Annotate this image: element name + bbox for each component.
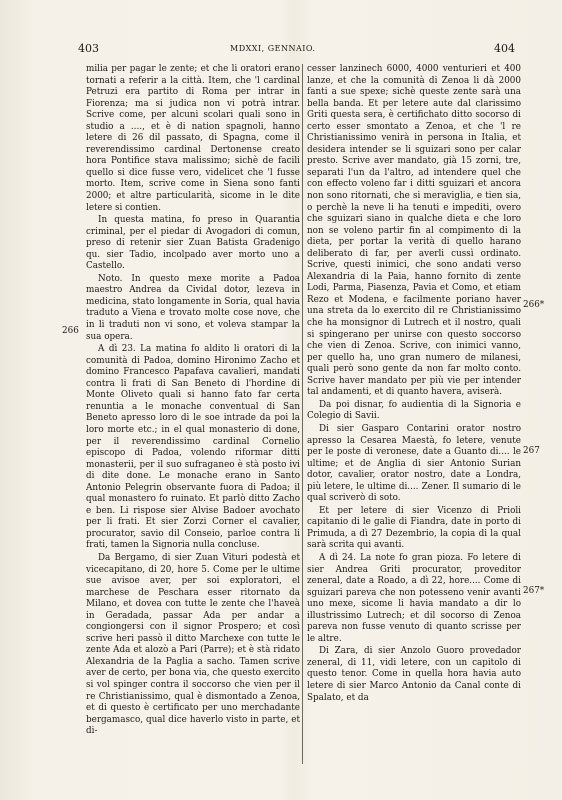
- page-number-left: 403: [78, 42, 99, 55]
- right-column: [307, 64, 521, 704]
- column-divider: [302, 64, 303, 764]
- left-column: [86, 64, 300, 738]
- paragraph: A dì 24. La note fo gran pioza. Fo letere di sier Andrea Griti procurator, proveditor zeneral, date a Roado, a dì 22, hore.... Come di sguizari pareva che non potesseno venir avanti uno mexe, sicome li havia mandato a dir lo illustrissimo Lutrech; et dil socorso di Zenoa pareva non fusse venuto di quanto scrisse per le altre.: [307, 552, 521, 644]
- page-header: [0, 42, 562, 58]
- margin-note-right: 266*: [523, 300, 545, 310]
- paragraph: Et per letere di sier Vicenzo di Prioli capitanio di le galie di Fiandra, date in porto di Primuda, a dì 27 Dezembrio, la copia di la qual sarà scrita qui avanti.: [307, 505, 521, 551]
- paragraph: cesser lanzinech 6000, 4000 venturieri et 400 lanze, et che la comunità di Zenoa li dà 2000 fanti a sue spexe; sichè queste zente sarà una bella banda. Et per letere aute dal clarissimo Griti questa sera, è certifichato ditto socorso di certo esser smontato a Zenoa, et che 'l re Christianissimo venirà in persona in Italia, et desidera intender se li sguizari sono per calar presto. Scrive aver mandato, già 15 zorni, tre, separati l'un da l'altro, ad intendere quel che con effecto voleno far i ditti sguizari et ancora non sono ritornati, che si meraviglia, e tien sia, o perchè la neve li ha tenuti e impediti, overo che sguizari siano in qualche dieta e che loro non se voleno partir fin al compimento di la dieta, per portar la verità di quello harano deliberato di far, per averli cussì ordinato. Scrive, questi inimici, che sono andati verso Alexandria di la Paia, hanno fornito di zente Lodi, Parma, Piasenza, Pavia et Como, et etiam Rezo et Modena, e facilmente poriano haver una streta da lo exercito dil re Christianissimo che ha monsignor di Lutrech et il nostro, quali si spingerano per unirse con questo soccorso che vien di Zenoa. Scrive, con inimici vanno, per quello ha, uno gran numero de milanesi, quali però sono gente da non far molto conto. Scrive haver mandato per più vie per intender tal andamenti, et di quanto havera, aviserà.: [307, 64, 521, 398]
- page-number-right: 404: [494, 42, 515, 55]
- paragraph: Di sier Gasparo Contarini orator nostro apresso la Cesarea Maestà, fo letere, venute per le poste di veronese, date a Guanto di.... le ultime; et de Anglia di sier Antonio Surian dotor, cavalier, orator nostro, date a Londra, più letere, le ultime di.... Zener. Il sumario di le qual scriverò di soto.: [307, 423, 521, 504]
- paragraph: A dì 23. La matina fo aldito li oratori di la comunità di Padoa, domino Hironimo Zacho et domino Francesco Papafava cavalieri, mandati contra li frati di San Beneto di l'hordine di Monte Oliveto quali si hanno fato far certa renuntia a le monache conventual di San Beneto apresso loro di le soe intrade da poi la loro morte etc.; in el qual monasterio di done, per il reverendissimo cardinal Cornelio episcopo di Padoa, volendo riformar ditti monasterii, per il suo sufraganeo è stà posto ivi di dite done. Le monache erano in Santo Antonio Pelegrin observante fuora di Padoa; il qual monastero fo ruinato. Et parlò ditto Zacho e ben. Li rispose sier Alvise Badoer avochato per li frati. Et sier Zorzi Corner el cavalier, procurator, savio dil Conseio, parloe contra li frati, tamen la Signoria nulla concluse.: [86, 344, 300, 551]
- paragraph: In questa matina, fo preso in Quarantia criminal, per el piedar di Avogadori di comun, preso di retenir sier Zuan Batista Gradenigo qu. sier Tadio, incolpado aver morto uno a Castello.: [86, 215, 300, 272]
- running-title: MDXXI, GENNAIO.: [230, 44, 316, 53]
- paragraph: milia per pagar le zente; et che li oratori erano tornati a referir a la città. Item, che 'l cardinal Petruzi era partito di Roma per intrar in Fiorenza; ma si judica non vi potrà intrar. Scrive come, per alcuni scolari quali sono in studio a ...., et è di nation spagnoli, hanno letere di 26 dil passato, di Spagna, come il reverendissimo cardinal Dertonense creato hora Pontifice stava malissimo; sichè de facili quello si dice fusse vero, videlicet che 'l fusse morto. Item, scrive come in Siena sono fanti 2000; et altre particularità, sicome in le dite letere si contien.: [86, 64, 300, 213]
- margin-note-right: 267*: [523, 586, 545, 596]
- paragraph: Noto. In questo mexe morite a Padoa maestro Andrea da Cividal dotor, lezeva in medicina, stato longamente in Soria, qual havia traduto a Viena e trovato molte cose nove, che in li traduti non vi sono, et voleva stampar la sua opera.: [86, 273, 300, 342]
- margin-note-left: 266: [62, 326, 79, 336]
- paragraph: Da poi disnar, fo audientia di la Signoria e Colegio di Savii.: [307, 399, 521, 422]
- paragraph: Di Zara, di sier Anzolo Guoro provedador zeneral, di 11, vidi letere, con un capitolo di questo tenor. Come in quella hora havia auto letere di sier Marco Antonio da Canal conte di Spalato, et da: [307, 646, 521, 703]
- paragraph: Da Bergamo, di sier Zuan Vituri podestà et vicecapitano, di 20, hore 5. Come per le ultime sue avisoe aver, per soi exploratori, el marchese de Peschara esser ritornato da Milano, et dovea con tutte le zente che l'haveà in Geradada, passar Ada per andar a congiongersi con il signor Prospero; et così scrive heri passò il ditto Marchexe con tutte le zente Ada et alozò a Pari (Parre); et è stà ridato Alexandria de la Paglia a sacho. Tamen scrive aver de certo, per bona via, che questo exercito si vol spinger contra il soccorso che vien per il re Christianissimo, qual è dismontado a Zenoa, et di questo è certificato per uno merchadante bergamasco, qual dice haverlo visto in parte, et di-: [86, 552, 300, 737]
- margin-note-right: 267: [523, 446, 540, 456]
